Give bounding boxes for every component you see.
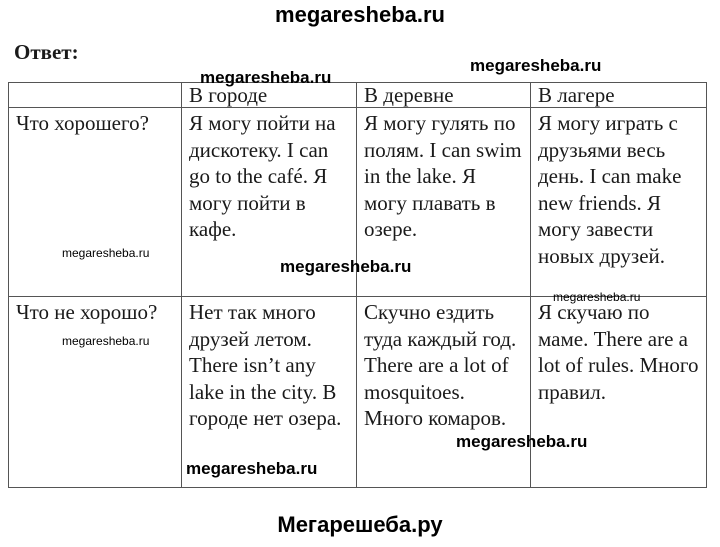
watermark-small: megaresheba.ru [62,334,150,348]
watermark-small: megaresheba.ru [553,290,641,304]
watermark-top: megaresheba.ru [275,2,445,27]
cell-bad-camp: Я скучаю по маме. There are a lot of rules. Много правил. [531,297,707,488]
cell-good-city: Я могу пойти на дискотеку. I can go to the café. Я могу пойти в кафе. [182,108,357,297]
watermark-overlay: megaresheba.ru [456,432,588,451]
watermark-overlay: megaresheba.ru [200,68,332,87]
watermark-bottom: Мегарешеба.ру [277,512,443,537]
comparison-table [8,82,707,488]
header-cell-village: В деревне [357,83,531,108]
table-row-bad [9,297,707,488]
row-label-bad: Что не хорошо? [9,297,182,488]
watermark-overlay: megaresheba.ru [470,56,602,75]
table-header-row [9,83,707,108]
answer-label: Ответ: [14,40,79,64]
header-cell-city: В городе [182,83,357,108]
cell-good-camp: Я могу играть с друзьями весь день. I can make new friends. Я могу завести новых друзей. [531,108,707,297]
header-cell-camp: В лагере [531,83,707,108]
cell-bad-city: Нет так много друзей летом. There isn’t any lake in the city. В городе нет озера. [182,297,357,488]
watermark-overlay: megaresheba.ru [280,257,412,276]
cell-bad-village: Скучно ездить туда каждый год. There are a lot of mosquitoes. Много комаров. [357,297,531,488]
cell-good-village: Я могу гулять по полям. I can swim in the lake. Я могу плавать в озере. [357,108,531,297]
watermark-overlay: megaresheba.ru [186,459,318,478]
header-cell-empty [9,83,182,108]
watermark-small: megaresheba.ru [62,246,150,260]
row-label-good: Что хорошего? [9,108,182,297]
